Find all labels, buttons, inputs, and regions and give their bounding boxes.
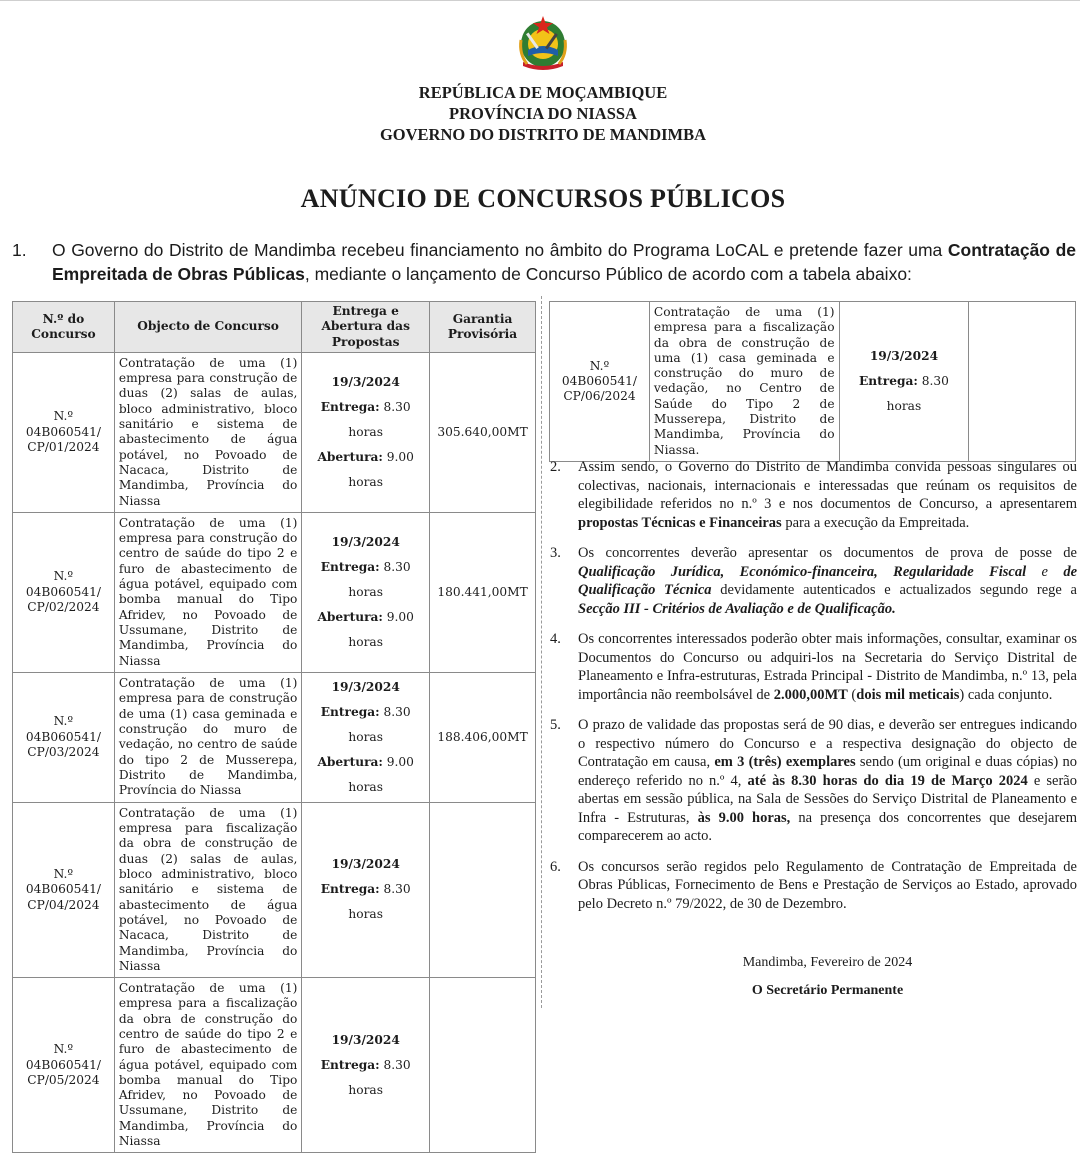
header-district: GOVERNO DO DISTRITO DE MANDIMBA [379,125,707,144]
tender-object: Contratação de uma (1) empresa para a fiscalização da obra de construção do centro de saúde do tipo 2 e furo de abastecimento de água potável, equipado com bomba manual do Tipo Afridev, no Povoado de Ussumane, Distrito de Mandimba, Província do Niassa [114,978,302,1153]
paragraph-text: Os concursos serão regidos pelo Regulamento de Contratação de Empreitada de Obras Públicas, Fornecimento de Bens e Prestação de Serviços ao Estado, aprovado pelo Decreto n.º 79/2022, de 30 de Dezembro. [578,858,1077,912]
opening-label: Abertura: [317,609,383,624]
tender-guarantee [430,978,536,1153]
delivery-time: 8.30 horas [886,373,949,413]
opening-time: 9.00 horas [348,609,414,649]
intro-number: 1. [12,240,27,260]
paragraph-bold: dois mil meticais [856,686,960,703]
tender-object: Contratação de uma (1) empresa para construção do centro de saúde do tipo 2 e furo de abastecimento de água potável, equipado com bomba manual do Tipo Afridev, no Povoado de Ussumane, Distrito de Mandimba, Província do Niassa [114,512,302,672]
tender-date: 19/3/2024 [331,1032,400,1047]
paragraph-bold-italic: Secção III - Critérios de Avaliação e de Qualificação. [578,600,896,617]
table-row [13,802,536,977]
paragraph-bold: até às 8.30 horas do dia 19 de Março 2024 [747,772,1028,789]
paragraph-bold: às 9.00 horas, [697,809,791,826]
document-header [0,82,1080,145]
table-row [13,512,536,672]
paragraph-4 [550,630,1077,704]
tender-date: 19/3/2024 [869,348,939,363]
opening-time: 9.00 horas [348,449,414,489]
tender-delivery [302,802,430,977]
intro-text: O Governo do Distrito de Mandimba recebeu financiamento no âmbito do Programa LoCAL e pretende fazer uma [52,240,948,260]
delivery-time: 8.30 horas [348,882,411,922]
paragraph-text: e serão abertas em sessão pública, na Sala de Sessões do Serviço Distrital de Planeamento e Infra - Estruturas, [578,772,1077,826]
paragraph-text: ( [847,686,857,703]
tender-date: 19/3/2024 [331,679,400,694]
delivery-label: Entrega: [320,559,380,574]
tender-object: Contratação de uma (1) empresa para fiscalização da obra de construção de duas (2) salas de aulas, bloco administrativo, bloco sanitário e sistema de abastecimento de água potável, no Povoado de Nacaca, Distrito de Mandimba, Província do Niassa [114,802,302,977]
table-row [550,302,1076,462]
table-row [13,352,536,512]
paragraph-bold: propostas Técnicas e Financeiras [578,514,782,531]
header-province: PROVÍNCIA DO NIASSA [449,104,637,123]
paragraph-number: 5. [550,717,561,733]
tender-delivery [302,352,430,512]
tender-object: Contratação de uma (1) empresa para construção de duas (2) salas de aulas, bloco administrativo, bloco sanitário e sistema de abastecimento de água potável, no Povoado de Nacaca, Distrito de Mandimba, Província do Niassa [114,352,302,512]
signature-role: O Secretário Permanente [751,983,904,998]
tender-number: N.º 04B060541/ CP/01/2024 [13,352,115,512]
opening-time: 9.00 horas [348,754,414,794]
tender-object: Contratação de uma (1) empresa para a fiscalização da obra de construção de uma (1) casa geminada e construção do muro de vedação, no Centro de Saúde do Tipo 2 de Musserepa, Distrito de Mandimba, Província do Niassa. [649,302,839,462]
coat-of-arms-emblem [513,10,573,72]
col-header-guarantee: Garantia Provisória [430,302,536,353]
paragraph-number: 2. [550,459,561,475]
opening-label: Abertura: [317,754,383,769]
paragraph-text: O prazo de validade das propostas será de 90 dias, e deverão ser entregues indicando o respectivo número do Concurso e a respectiva designação do objecto de Contratação em causa, [578,717,1077,770]
paragraph-text: Assim sendo, o Governo do Distrito de Mandimba convida pessoas singulares ou colectivas, nacionais, internacionais e interessadas que reúnam os requisitos de elegibilidade referidos no n.º 3 e nos documentos de Concurso, a apresentarem [578,459,1077,512]
delivery-label: Entrega: [859,373,918,388]
delivery-time: 8.30 horas [348,1057,411,1097]
delivery-label: Entrega: [320,882,380,897]
tender-number: N.º 04B060541/ CP/04/2024 [13,802,115,977]
tender-guarantee: 180.441,00MT [430,512,536,672]
table-row [13,672,536,802]
paragraph-bold-italic: de Qualificação Técnica [578,563,1077,598]
paragraph-bold: em 3 (três) exemplares [714,754,856,770]
tender-delivery [302,672,430,802]
tender-number: N.º 04B060541/ CP/06/2024 [550,302,650,462]
paragraph-3 [550,544,1077,618]
tender-number: N.º 04B060541/ CP/05/2024 [13,978,115,1153]
page-title: ANÚNCIO DE CONCURSOS PÚBLICOS [300,184,786,213]
table-row [13,978,536,1153]
col-header-object: Objecto de Concurso [114,302,302,353]
column-divider [541,296,542,1008]
paragraph-2 [550,458,1077,532]
tender-date: 19/3/2024 [331,534,400,549]
tender-delivery [302,512,430,672]
tender-number: N.º 04B060541/ CP/02/2024 [13,512,115,672]
tender-delivery [839,302,969,462]
tender-guarantee [969,302,1076,462]
delivery-time: 8.30 horas [348,399,411,439]
paragraph-number: 6. [550,858,561,875]
header-country: REPÚBLICA DE MOÇAMBIQUE [418,83,668,102]
paragraph-5 [550,716,1077,846]
signature-place-date: Mandimba, Fevereiro de 2024 [742,955,913,970]
delivery-time: 8.30 horas [348,559,411,599]
tenders-table-continued [549,301,1076,462]
table-header-row [13,302,536,353]
tender-number: N.º 04B060541/ CP/03/2024 [13,672,115,802]
delivery-time: 8.30 horas [348,704,411,744]
paragraph-text: para a execução da Empreitada. [781,514,970,531]
paragraph-text: devidamente autenticados e actualizados segundo rege a [711,582,1077,598]
tender-guarantee [430,802,536,977]
tender-date: 19/3/2024 [331,857,400,872]
paragraph-6 [550,858,1077,914]
paragraph-text: Os concorrentes deverão apresentar os documentos de prova de posse de [578,545,1077,561]
opening-label: Abertura: [317,449,383,464]
col-header-number: N.º do Concurso [13,302,115,353]
delivery-label: Entrega: [320,1057,380,1072]
paragraph-number: 4. [550,631,561,647]
intro-text-end: , mediante o lançamento de Concurso Público de acordo com a tabela abaixo: [304,264,912,284]
tender-object: Contratação de uma (1) empresa para de construção de uma (1) casa geminada e construção do muro de vedação, no centro de saúde do tipo 2 de Musserepa, Distrito de Mandimba, Província do Niassa [114,672,302,802]
delivery-label: Entrega: [320,704,380,719]
tender-guarantee: 305.640,00MT [430,352,536,512]
intro-bold: Contratação de Empreitada de Obras Públicas [52,240,1077,284]
numbered-paragraphs [550,458,1077,925]
tender-delivery [302,978,430,1153]
col-header-delivery: Entrega e Abertura das Propostas [302,302,430,353]
paragraph-text: Os concorrentes interessados poderão obter mais informações, consultar, examinar os Documentos do Concurso ou adquiri-los na Secretaria do Serviço Distrital de Planeamento e Infra-estruturas, Estrada Principal - Distrito de Mandimba, n.º 13, pela importância não reembolsável de [578,631,1077,703]
paragraph-text: sendo (um original e duas cópias) no endereço referido no n.º 4, [578,754,1078,789]
paragraph-italic: e [1026,563,1064,580]
paragraph-bold-italic: Qualificação Jurídica, Económico-financeira, Regularidade Fiscal [578,563,1027,580]
intro-paragraph [12,238,1076,286]
paragraph-text: ) cada conjunto. [959,686,1053,703]
paragraph-bold: 2.000,00MT [773,686,848,703]
tender-guarantee: 188.406,00MT [430,672,536,802]
paragraph-text: na presença dos concorrentes que desejarem comparecerem ao acto. [578,809,1078,844]
tender-date: 19/3/2024 [331,374,400,389]
paragraph-number: 3. [550,545,561,561]
delivery-label: Entrega: [320,399,380,414]
tenders-table [12,301,536,1153]
